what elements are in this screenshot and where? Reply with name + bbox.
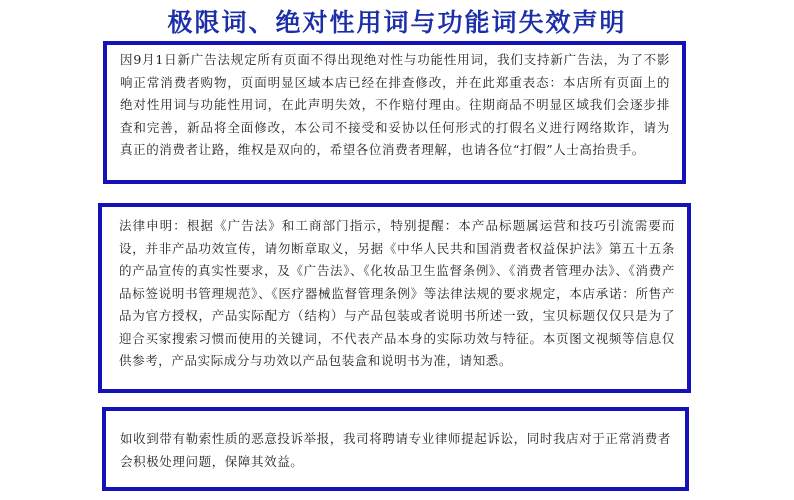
complaint-notice-text: 如收到带有勒索性质的恶意投诉举报，我司将聘请专业律师提起诉讼，同时我店对于正常消费者会积极处理问题，保障其效益。 (120, 431, 671, 469)
invalidation-notice-text: 因9月1日新广告法规定所有页面不得出现绝对性与功能性用词，我们支持新广告法，为了不影响正常消费者购物，页面明显区域本店已经在排查修改，并在此郑重表态：本店所有页面上的绝对性用词与功能性用词，在此声明失效，不作赔付理由。往期商品不明显区域我们会逐步排查和完善，新品将全面修改，本公司不接受和妥协以任何形式的打假名义进行网络欺诈，请为真正的消费者让路，维权是双向的，希望各位消费者理解，也请各位“打假”人士高抬贵手。 (120, 52, 670, 157)
legal-statement-text: 法律申明：根据《广告法》和工商部门指示，特别提醒：本产品标题属运营和技巧引流需要而设，并非产品功效宣传，请勿断章取义，另据《中华人民共和国消费者权益保护法》第五十五条的产品宣传的真实性要求，及《广告法》、《化妆品卫生监督条例》、《消费者管理办法》、《消费产品标签说明书管理规范》、《医疗器械监督管理条例》等法律法规的要求规定，本店承诺：所售产品为官方授权，产品实际配方（结构）与产品包装或者说明书所述一致，宝贝标题仅仅只是为了迎合买家搜索习惯而使用的关键词，不代表产品本身的实际功效与特征。本页图文视频等信息仅供参考，产品实际成分与功效以产品包装盒和说明书为准，请知悉。 (119, 218, 675, 368)
invalidation-notice-box (103, 41, 686, 184)
complaint-notice-box (102, 407, 689, 491)
legal-statement-box (98, 203, 691, 393)
page-title: 极限词、绝对性用词与功能词失效声明 (167, 8, 627, 37)
